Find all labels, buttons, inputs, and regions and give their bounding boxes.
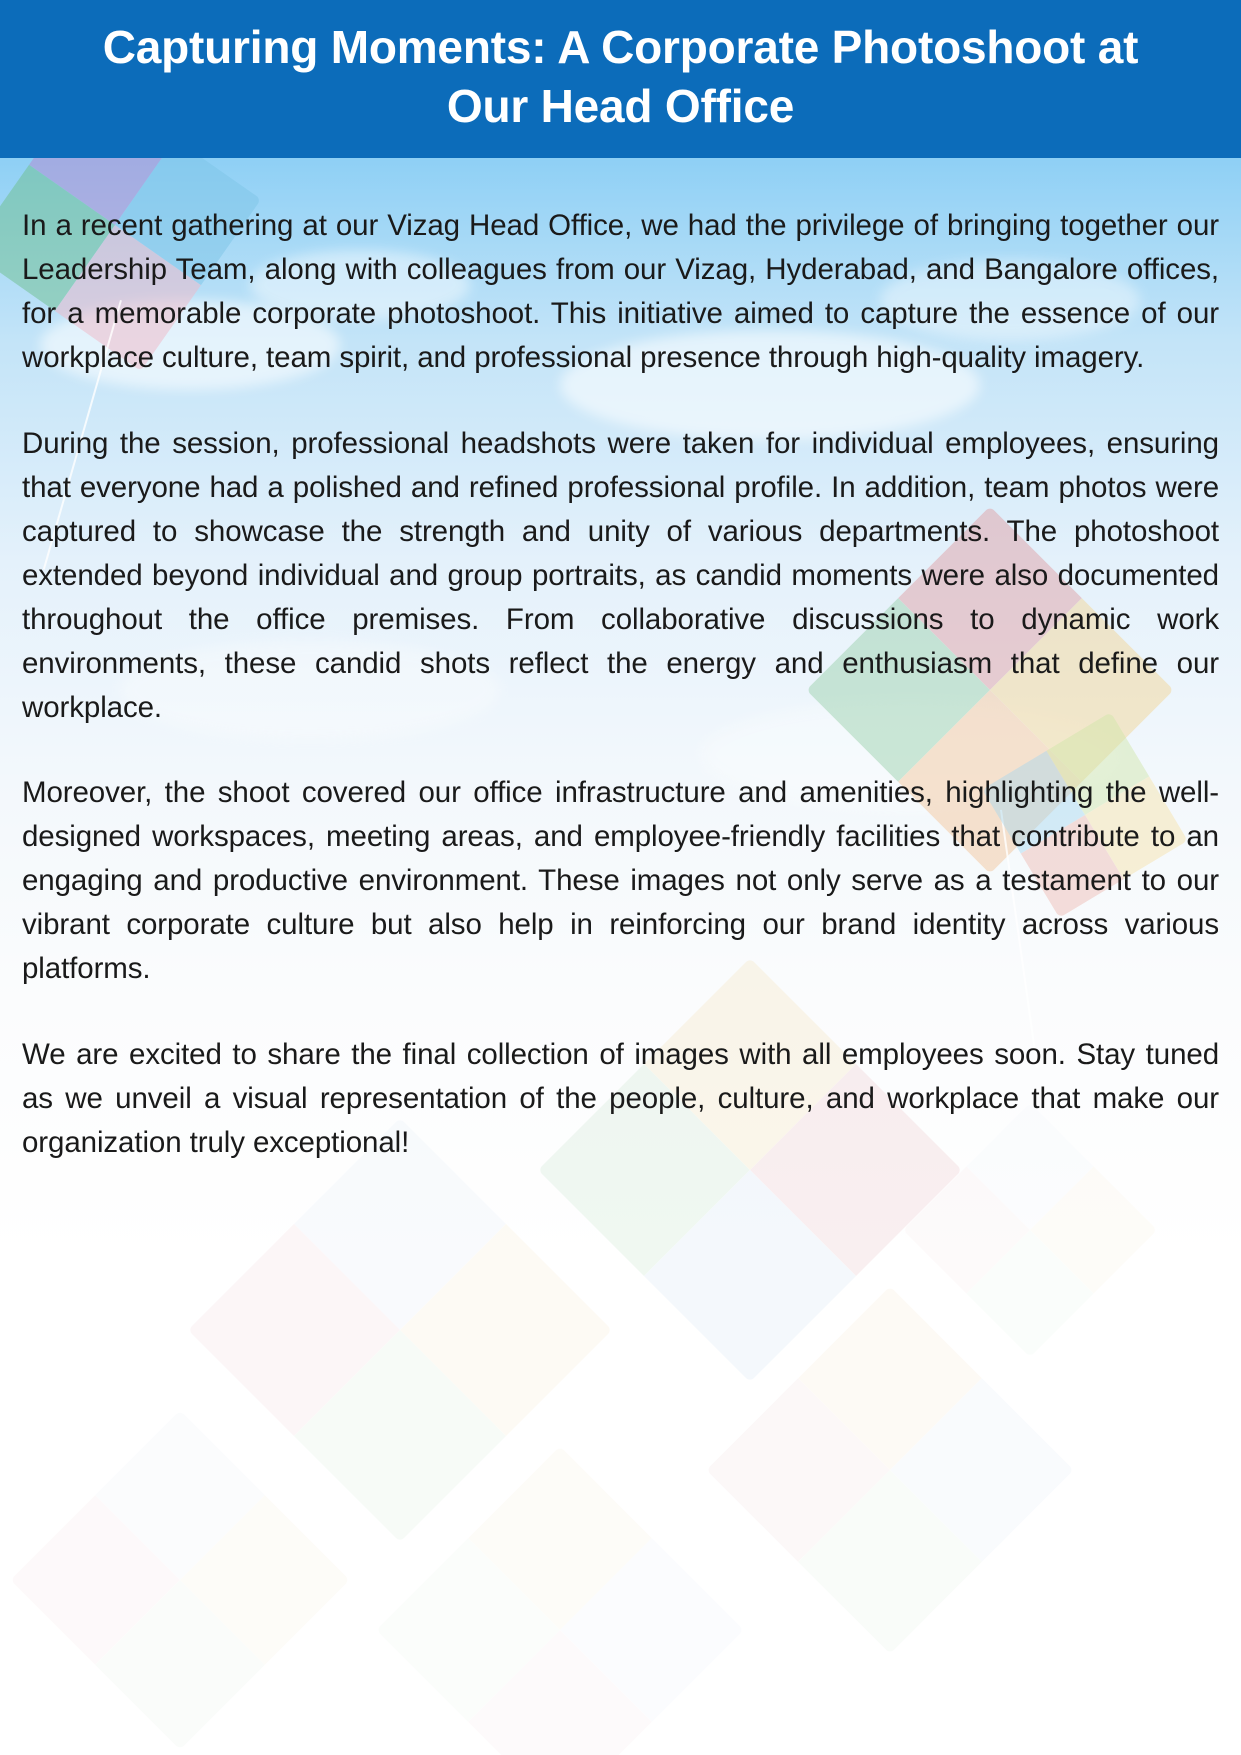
paragraph: During the session, professional headshots were taken for individual employees, ensuring that everyone had a polished and refined professional profile. In addition, team photos were captured to showcase the strength and unity of various departments. The photoshoot extended beyond individual and group portraits, as candid moments were also documented throughout the office premises. From collaborative discussions to dynamic work environments, these candid shots reflect the energy and enthusiasm that define our workplace. — [22, 426, 1219, 724]
paragraph: We are excited to share the final collection of images with all employees soon. Stay tuned as we unveil a visual representation of the people, culture, and workplace that make our organization truly exceptional! — [22, 1038, 1219, 1160]
kite-icon — [760, 1340, 1020, 1600]
page-title: Capturing Moments: A Corporate Photoshoot at Our Head Office — [102, 21, 1139, 132]
kite-icon — [250, 1180, 550, 1480]
kite-icon — [940, 1140, 1120, 1320]
kite-icon — [430, 1500, 690, 1755]
paragraph: Moreover, the shoot covered our office infrastructure and amenities, highlighting the well-designed workspaces, meeting areas, and employee-friendly facilities that contribute to an engaging and productive environment. These images not only serve as a testament to our vibrant corporate culture but also help in reinforcing our brand identity across various platforms. — [22, 776, 1219, 986]
paragraph: In a recent gathering at our Vizag Head Office, we had the privilege of bringing together our Leadership Team, along with colleagues from our Vizag, Hyderabad, and Bangalore offices, for a memorable corporate photoshoot. This initiative aimed to capture the essence of our workplace culture, team spirit, and professional presence through high-quality imagery. — [22, 209, 1219, 374]
title-banner — [0, 0, 1241, 158]
kite-icon — [60, 1460, 300, 1700]
article-body — [0, 158, 1241, 1165]
